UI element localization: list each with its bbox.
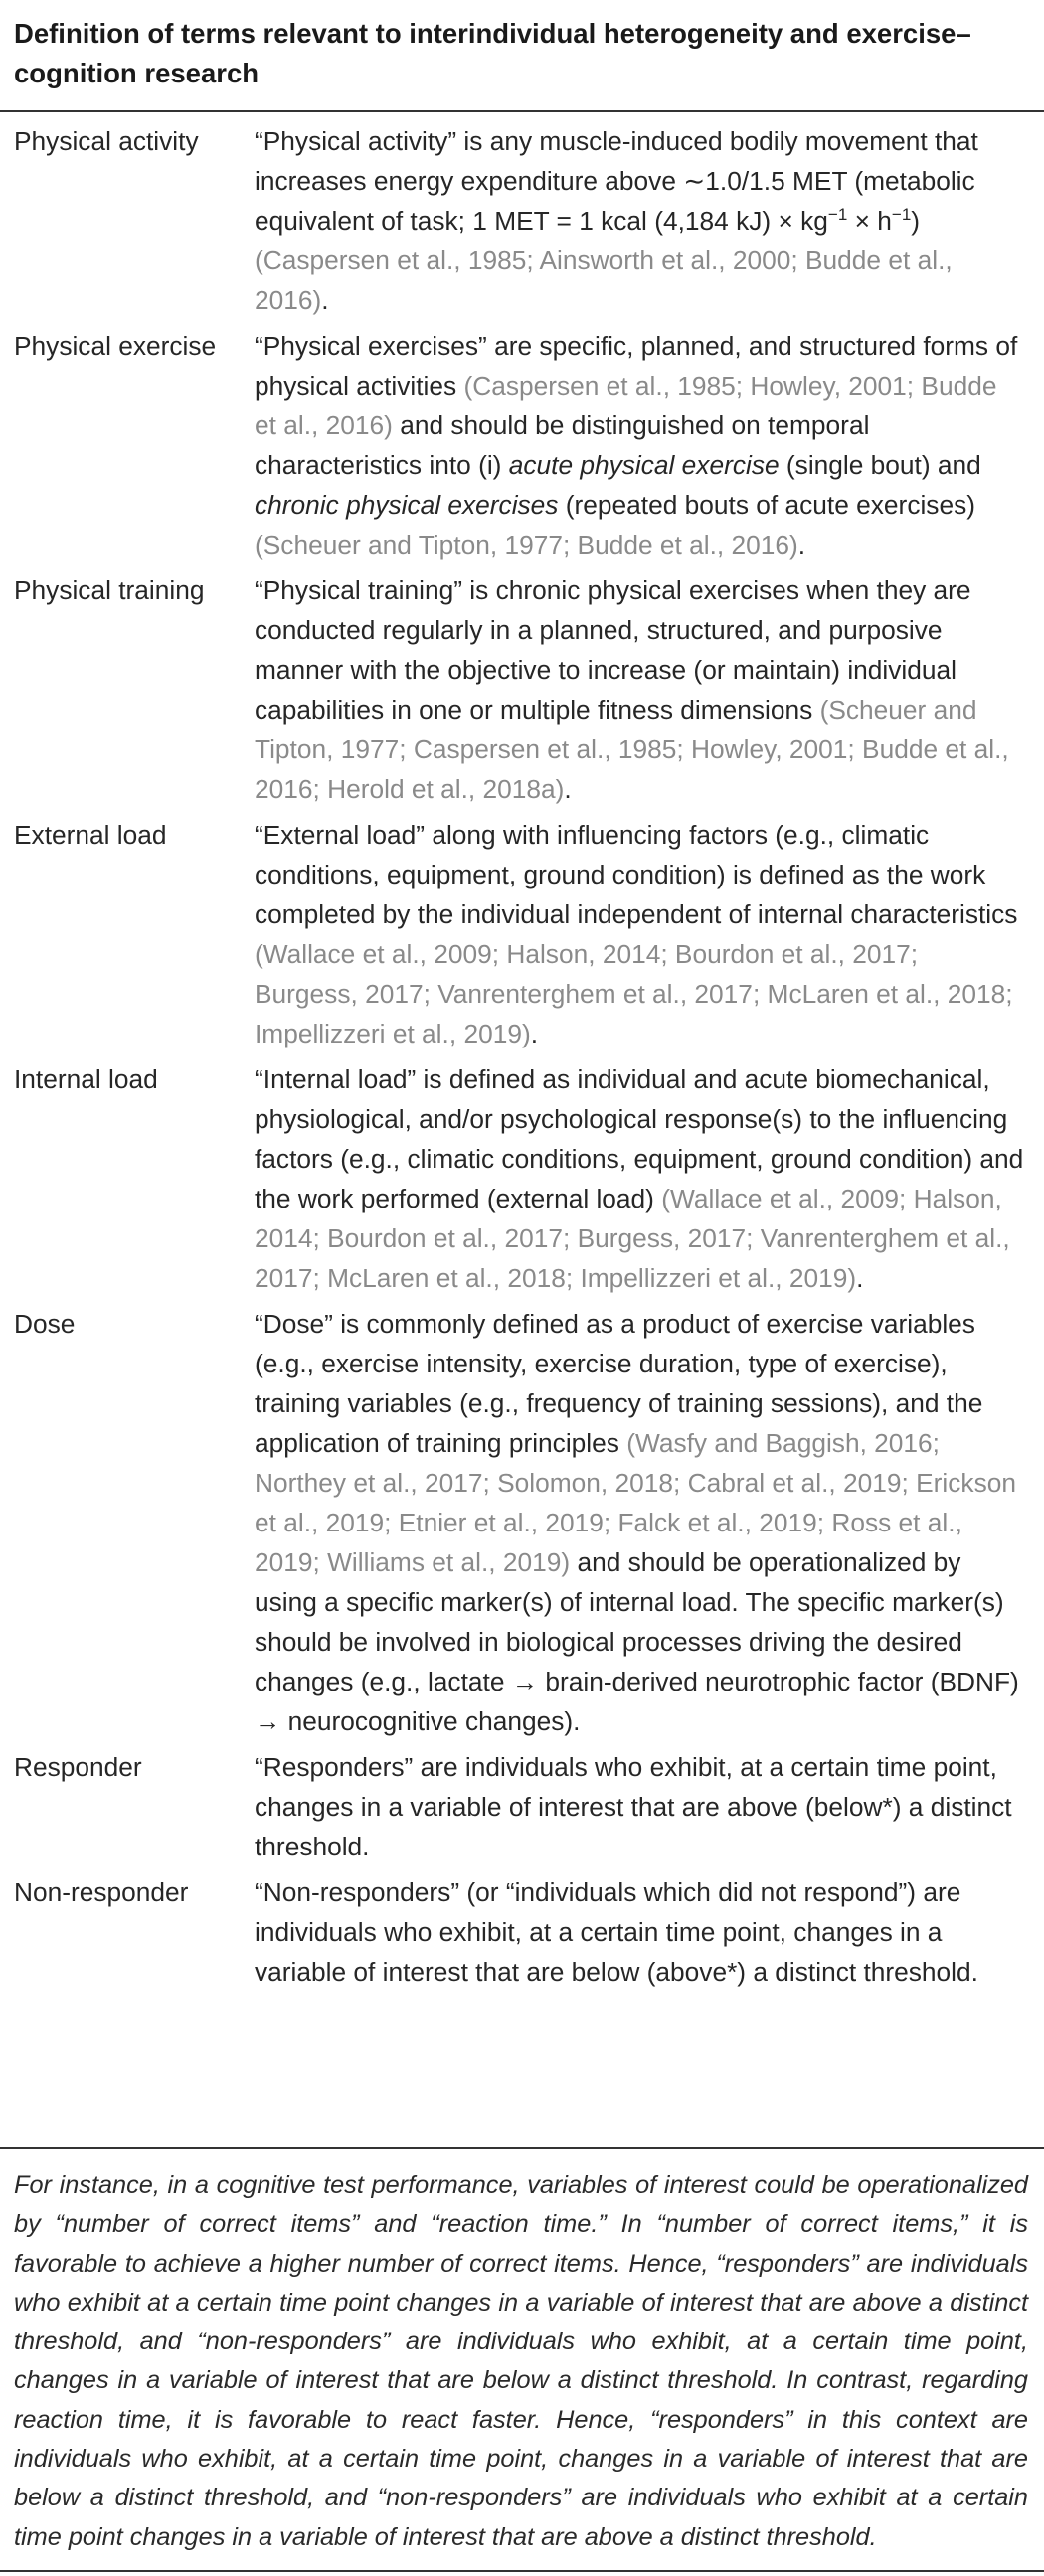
definition-text: (single bout) and [779, 450, 981, 480]
term-cell: Non-responder [14, 1877, 189, 1907]
definition-text: “Dose” is commonly defined as a product of exercise variables (e.g., exercise intensity, exercise duration, type of exercise), training variables (e.g., frequency of training sessions), and the application of training principles [255, 1309, 983, 1458]
bottom-rule [0, 2570, 1044, 2572]
definition-text: “Physical exercises” are specific, planned, and structured forms of physical activities [255, 331, 1018, 401]
definition-text: “Physical training” is chronic physical exercises when they are conducted regularly in a planned, structured, and purposive manner with the objective to increase (or maintain) individual capabilities in one or multiple fitness dimensions [255, 575, 971, 724]
definition-cell [255, 570, 1030, 809]
definition-cell [255, 815, 1030, 1053]
definition-cell [255, 1059, 1030, 1298]
term-cell: Physical training [14, 575, 205, 605]
citation-text: (Wallace et al., 2009; Halson, 2014; Bourdon et al., 2017; Burgess, 2017; Vanrenterghem et al., 2017; McLaren et al., 2018; Impellizzeri et al., 2019) [255, 1184, 1010, 1293]
definition-cell [255, 1747, 1030, 1866]
definitions-table [0, 121, 1044, 1998]
definition-text: . [856, 1263, 864, 1293]
definition-text: . [530, 1019, 539, 1048]
citation-text: (Wallace et al., 2009; Halson, 2014; Bourdon et al., 2017; Burgess, 2017; Vanrenterghem et al., 2017; McLaren et al., 2018; Impellizzeri et al., 2019) [255, 939, 1013, 1048]
term-cell: Dose [14, 1309, 76, 1339]
table-row [0, 1747, 1044, 1866]
definition-text: “Internal load” is defined as individual and acute biomechanical, physiological, and/or psychological response(s) to the influencing factors (e.g., climatic conditions, equipment, ground condition) and the work performed (external load) [255, 1064, 1024, 1213]
definition-cell [255, 121, 1030, 320]
table-row [0, 1059, 1044, 1298]
definition-text: . [564, 774, 572, 804]
citation-text: (Scheuer and Tipton, 1977; Caspersen et al., 1985; Howley, 2001; Budde et al., 2016; Herold et al., 2018a) [255, 695, 1009, 804]
term-cell: External load [14, 820, 167, 850]
table-row [0, 815, 1044, 1053]
definition-text: “External load” along with influencing factors (e.g., climatic conditions, equipment, ground condition) is defined as the work completed by the individual independent of internal characteristics [255, 820, 1018, 929]
term-cell: Internal load [14, 1064, 158, 1094]
table-row [0, 1872, 1044, 1992]
top-rule [0, 110, 1044, 112]
definition-text: . [797, 530, 806, 560]
definition-cell [255, 326, 1030, 564]
table-row [0, 570, 1044, 809]
definition-text: “Responders” are individuals who exhibit, at a certain time point, changes in a variable of interest that are above (below*) a distinct threshold. [255, 1752, 1012, 1861]
table-row [0, 326, 1044, 564]
table-footnote: For instance, in a cognitive test performance, variables of interest could be operationalized by “number of correct items” and “reaction time.” In “number of correct items,” it is favorable to achieve a higher number of correct items. Hence, “responders” are individuals who exhibit at a certain time point changes in a variable of interest that are above a distinct threshold, and “non-responders” are individuals who exhibit, at a certain time point, changes in a variable of interest that are below a distinct threshold. In contrast, regarding reaction time, it is favorable to react faster. Hence, “responders” in this context are individuals who exhibit, at a certain time point, changes in a variable of interest that are below a distinct threshold, and “non-responders” are individuals who exhibit at a certain time point changes in a variable of interest that are above a distinct threshold. [14, 2172, 1028, 2551]
term-cell: Responder [14, 1752, 142, 1782]
superscript-text: −1 [891, 205, 912, 225]
definition-text: . [321, 285, 329, 315]
definition-text: “Non-responders” (or “individuals which did not respond”) are individuals who exhibit, at a certain time point, changes in a variable of interest that are below (above*) a distinct threshold. [255, 1877, 978, 1987]
table-row [0, 1304, 1044, 1741]
definition-cell [255, 1304, 1030, 1741]
term-cell: Physical exercise [14, 331, 217, 361]
citation-text: (Caspersen et al., 1985; Howley, 2001; Budde et al., 2016) [255, 371, 997, 440]
superscript-text: −1 [827, 205, 848, 225]
definition-text: × h [847, 206, 892, 236]
footnote-rule [0, 2147, 1044, 2149]
definition-text: ) [911, 206, 921, 236]
table-caption: Definition of terms relevant to interindividual heterogeneity and exercise–cognition research [14, 18, 971, 88]
definition-text: and should be operationalized by using a specific marker(s) of internal load. The specific marker(s) should be involved in biological processes driving the desired changes (e.g., lactate → brain-derived neurotrophic factor (BDNF) → neurocognitive changes). [255, 1547, 1019, 1736]
citation-text: (Caspersen et al., 1985; Ainsworth et al., 2000; Budde et al., 2016) [255, 245, 953, 315]
definition-text: acute physical exercise [508, 450, 780, 480]
definition-text: “Physical activity” is any muscle-induced bodily movement that increases energy expenditure above ∼1.0/1.5 MET (metabolic equivalent of task; 1 MET = 1 kcal (4,184 kJ) × kg [255, 126, 978, 236]
definition-text: (repeated bouts of acute exercises) [558, 490, 975, 520]
definition-cell [255, 1872, 1030, 1992]
citation-text: (Scheuer and Tipton, 1977; Budde et al., 2016) [255, 530, 798, 560]
definition-text: and should be distinguished on temporal characteristics into (i) [255, 410, 870, 480]
term-cell: Physical activity [14, 126, 199, 156]
table-row [0, 121, 1044, 320]
citation-text: (Wasfy and Baggish, 2016; Northey et al., 2017; Solomon, 2018; Cabral et al., 2019; Erickson et al., 2019; Etnier et al., 2019; Falck et al., 2019; Ross et al., 2019; Williams et al., 2019) [255, 1428, 1016, 1577]
definition-text: chronic physical exercises [255, 490, 559, 520]
